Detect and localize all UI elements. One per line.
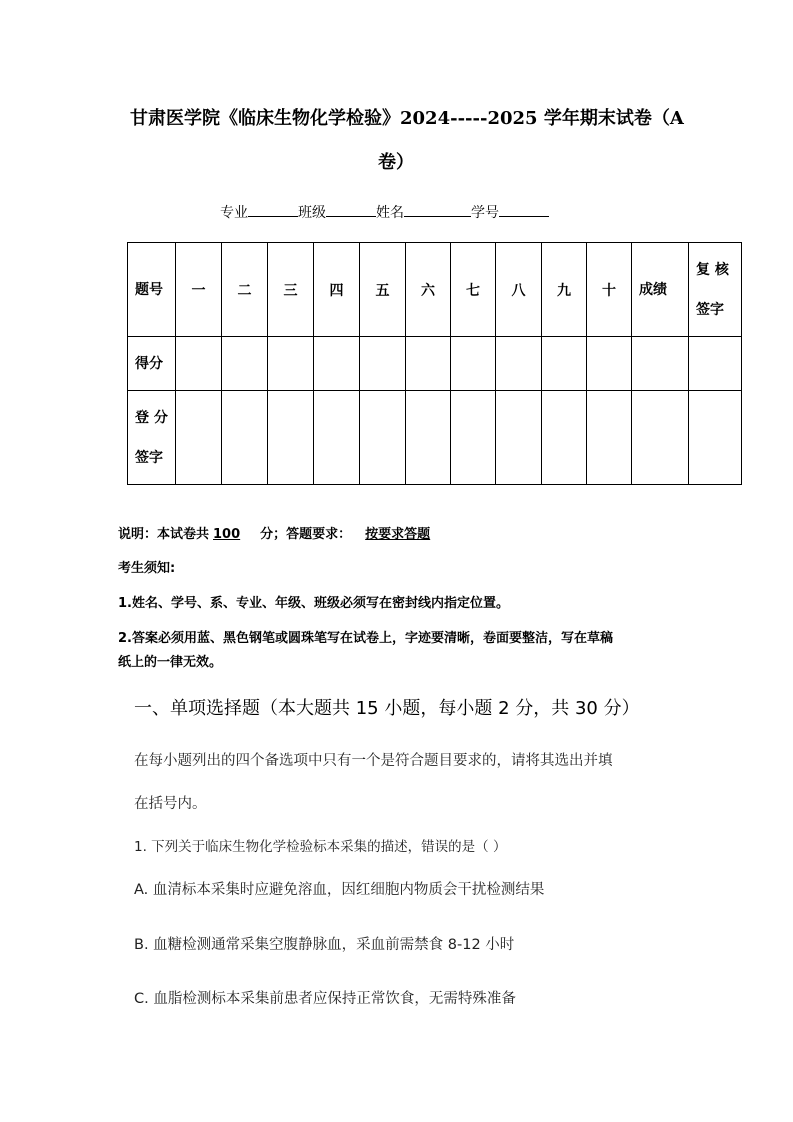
row-label: 得分 (128, 337, 176, 391)
exam-title-cont: 卷） (378, 152, 414, 173)
exam-title: 甘肃医学院《临床生物化学检验》2024-----2025 学年期末试卷（A (130, 108, 684, 129)
notice-item-2-cont: 纸上的一律无效。 (118, 655, 223, 670)
sign-cell[interactable] (406, 391, 451, 485)
score-cell[interactable] (176, 337, 222, 391)
exam-description (118, 523, 494, 542)
sign-label: 签字 (696, 301, 724, 318)
sign-cell[interactable] (268, 391, 314, 485)
header-cell: 三 (268, 243, 314, 337)
score-table (127, 242, 742, 485)
header-cell: 九 (542, 243, 587, 337)
row-label (128, 391, 176, 485)
question-1: 1. 下列关于临床生物化学检验标本采集的描述，错误的是（ ） (134, 839, 507, 855)
section-instructions: 在每小题列出的四个备选项中只有一个是符合题目要求的，请将其选出并填 (134, 753, 613, 769)
review-label: 复 核 (696, 261, 729, 278)
name-blank[interactable] (404, 202, 471, 217)
major-blank[interactable] (248, 202, 298, 217)
header-cell: 一 (176, 243, 222, 337)
id-label: 学号 (471, 205, 499, 221)
option-c[interactable]: C. 血脂检测标本采集前患者应保持正常饮食，无需特殊准备 (134, 991, 516, 1007)
score-cell[interactable] (268, 337, 314, 391)
intro-prefix: 说明：本试卷共 (118, 527, 210, 542)
table-row (128, 337, 742, 391)
score-cell[interactable] (689, 337, 742, 391)
notice-item-2: 2.答案必须用蓝、黑色钢笔或圆珠笔写在试卷上，字迹要清晰，卷面要整洁，写在草稿 (118, 631, 613, 646)
score-cell[interactable] (496, 337, 542, 391)
header-cell (689, 243, 742, 337)
student-info-line (220, 202, 549, 222)
header-cell: 七 (451, 243, 496, 337)
sign-cell[interactable] (587, 391, 632, 485)
sign-cell[interactable] (360, 391, 406, 485)
sign-cell[interactable] (542, 391, 587, 485)
sign-cell[interactable] (222, 391, 268, 485)
header-cell: 八 (496, 243, 542, 337)
score-cell[interactable] (222, 337, 268, 391)
major-label: 专业 (220, 205, 248, 221)
row-label-line: 签字 (135, 449, 163, 466)
sign-cell[interactable] (451, 391, 496, 485)
score-cell[interactable] (451, 337, 496, 391)
score-cell[interactable] (542, 337, 587, 391)
section-instructions-cont: 在括号内。 (134, 796, 207, 812)
header-cell: 二 (222, 243, 268, 337)
header-cell: 六 (406, 243, 451, 337)
class-label: 班级 (298, 205, 326, 221)
section-heading: 一、单项选择题（本大题共 15 小题，每小题 2 分，共 30 分） (134, 698, 640, 719)
class-blank[interactable] (326, 202, 376, 217)
option-a[interactable]: A. 血清标本采集时应避免溶血，因红细胞内物质会干扰检测结果 (134, 882, 545, 898)
sign-cell[interactable] (496, 391, 542, 485)
row-label-line: 登 分 (135, 409, 168, 426)
score-cell[interactable] (632, 337, 689, 391)
header-cell: 五 (360, 243, 406, 337)
id-blank[interactable] (499, 202, 549, 217)
intro-mid: 分；答题要求： (260, 527, 352, 542)
total-score: 100 (213, 527, 241, 542)
score-cell[interactable] (587, 337, 632, 391)
option-b[interactable]: B. 血糖检测通常采集空腹静脉血，采血前需禁食 8-12 小时 (134, 937, 515, 953)
table-row (128, 243, 742, 337)
sign-cell[interactable] (314, 391, 360, 485)
sign-cell[interactable] (632, 391, 689, 485)
sign-cell[interactable] (689, 391, 742, 485)
header-cell: 成绩 (632, 243, 689, 337)
score-cell[interactable] (406, 337, 451, 391)
table-row (128, 391, 742, 485)
header-cell: 四 (314, 243, 360, 337)
score-cell[interactable] (360, 337, 406, 391)
notice-item-1: 1.姓名、学号、系、专业、年级、班级必须写在密封线内指定位置。 (118, 596, 509, 611)
requirement: 按要求答题 (365, 527, 431, 542)
notice-title: 考生须知: (118, 561, 176, 576)
score-cell[interactable] (314, 337, 360, 391)
header-cell: 十 (587, 243, 632, 337)
header-cell: 题号 (128, 243, 176, 337)
sign-cell[interactable] (176, 391, 222, 485)
name-label: 姓名 (376, 205, 404, 221)
